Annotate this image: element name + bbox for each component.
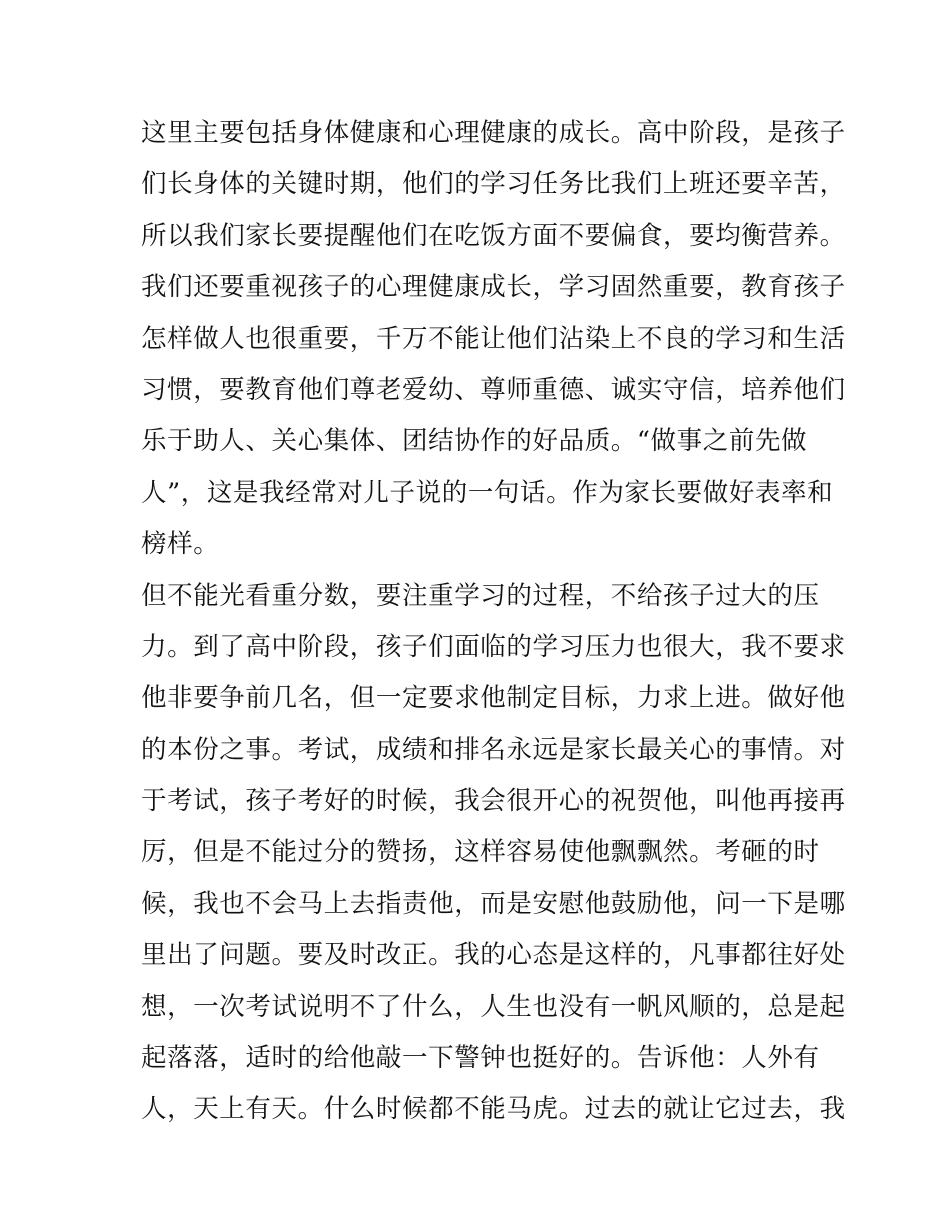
body-text xyxy=(141,108,846,1136)
text-line-3: 所以我们家长要提醒他们在吃饭方面不要偏食，要均衡营养。 xyxy=(141,220,846,251)
text-line-14: 于考试，孩子考好的时候，我会很开心的祝贺他，叫他再接再 xyxy=(141,786,846,817)
text-line-20: 人，天上有天。什么时候都不能马虎。过去的就让它过去，我 xyxy=(141,1094,846,1125)
text-line-7: 乐于助人、关心集体、团结协作的好品质。“做事之前先做 xyxy=(141,426,808,457)
text-line-9: 榜样。 xyxy=(141,529,220,560)
text-line-5: 怎样做人也很重要，千万不能让他们沾染上不良的学习和生活 xyxy=(141,323,846,354)
text-line-13: 的本份之事。考试，成绩和排名永远是家长最关心的事情。对 xyxy=(141,734,846,765)
text-line-12: 他非要争前几名，但一定要求他制定目标，力求上进。做好他 xyxy=(141,683,846,714)
text-line-15: 厉，但是不能过分的赞扬，这样容易使他飘飘然。考砸的时 xyxy=(141,837,820,868)
text-line-19: 起落落，适时的给他敲一下警钟也挺好的。告诉他：人外有 xyxy=(141,1043,820,1074)
text-line-8: 人”，这是我经常对儿子说的一句话。作为家长要做好表率和 xyxy=(141,477,834,508)
text-line-16: 候，我也不会马上去指责他，而是安慰他鼓励他，问一下是哪 xyxy=(141,888,846,919)
text-line-2: 们长身体的关键时期，他们的学习任务比我们上班还要辛苦， xyxy=(141,169,846,200)
text-line-18: 想，一次考试说明不了什么，人生也没有一帆风顺的，总是起 xyxy=(141,991,846,1022)
text-line-17: 里出了问题。要及时改正。我的心态是这样的，凡事都往好处 xyxy=(141,940,846,971)
text-line-6: 习惯，要教育他们尊老爱幼、尊师重德、诚实守信，培养他们 xyxy=(141,374,846,405)
text-line-1: 这里主要包括身体健康和心理健康的成长。高中阶段，是孩子 xyxy=(141,118,846,148)
text-line-11: 力。到了高中阶段，孩子们面临的学习压力也很大，我不要求 xyxy=(141,631,846,662)
text-line-10: 但不能光看重分数，要注重学习的过程，不给孩子过大的压 xyxy=(141,580,820,611)
text-line-4: 我们还要重视孩子的心理健康成长，学习固然重要，教育孩子 xyxy=(141,272,846,303)
